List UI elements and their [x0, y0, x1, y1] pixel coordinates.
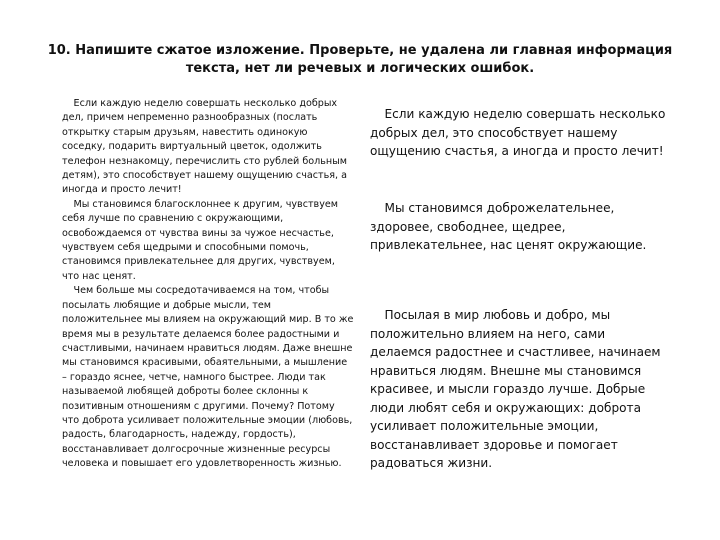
page-title: 10. Напишите сжатое изложение. Проверьте, не удалена ли главная информация текста, нет ли речевых и логических ошибок. — [47, 43, 673, 76]
original-paragraph-3: Чем больше мы сосредотачиваемся на том, чтобы посылать любящие и добрые мысли, тем положительнее мы влияем на окружающий мир. В то же время мы в результате делаемся более радостными и счастливыми, начинаем нравиться людям. Даже внешне мы становимся красивыми, обаятельными, а мышление – гораздо яснее, четче, намного быстрее. Люди так называемой любящей доброты более склонны к позитивным отношениям с другими. Почему? Потому что доброта усиливает положительные эмоции (любовь, радость, благодарность, надежду, гордость), восстанавливает долгосрочные жизненные ресурсы человека и повышает его удовлетворенность жизнью. — [62, 285, 354, 470]
summary-block-1 — [370, 105, 670, 161]
summary-paragraph-3: Посылая в мир любовь и добро, мы положительно влияем на него, сами делаемся радостнее и счастливее, начинаем нравиться людям. Внешне мы становимся красивее, и мысли гораздо лучше. Добрые люди любят себя и окружающих: доброта усиливает положительные эмоции, восстанавливает здоровье и помогает радоваться жизни. — [370, 308, 661, 470]
summary-paragraph-2: Мы становимся доброжелательнее, здоровее, свободнее, щедрее, привлекательнее, нас ценят окружающие. — [370, 201, 647, 252]
summary-block-2 — [370, 199, 670, 255]
original-paragraph-2: Мы становимся благосклоннее к другим, чувствуем себя лучше по сравнению с окружающими, освобождаемся от чувства вины за чужое несчастье, чувствуем себя щедрыми и способными помочь, становимся привлекательнее для других, чувствуем, что нас ценят. — [62, 198, 339, 282]
original-text-column — [62, 97, 354, 472]
original-paragraph-1: Если каждую неделю совершать несколько добрых дел, причем непременно разнообразных (послать открытку старым друзьям, навестить одинокую соседку, подарить виртуальный цветок, одолжить телефон незнакомцу, перечислить сто рублей больным детям), это способствует нашему ощущению счастья, а иногда и просто лечит! — [62, 98, 348, 196]
summary-block-3 — [370, 306, 670, 473]
summary-paragraph-1: Если каждую неделю совершать несколько добрых дел, это способствует нашему ощущению счастья, а иногда и просто лечит! — [370, 107, 666, 158]
